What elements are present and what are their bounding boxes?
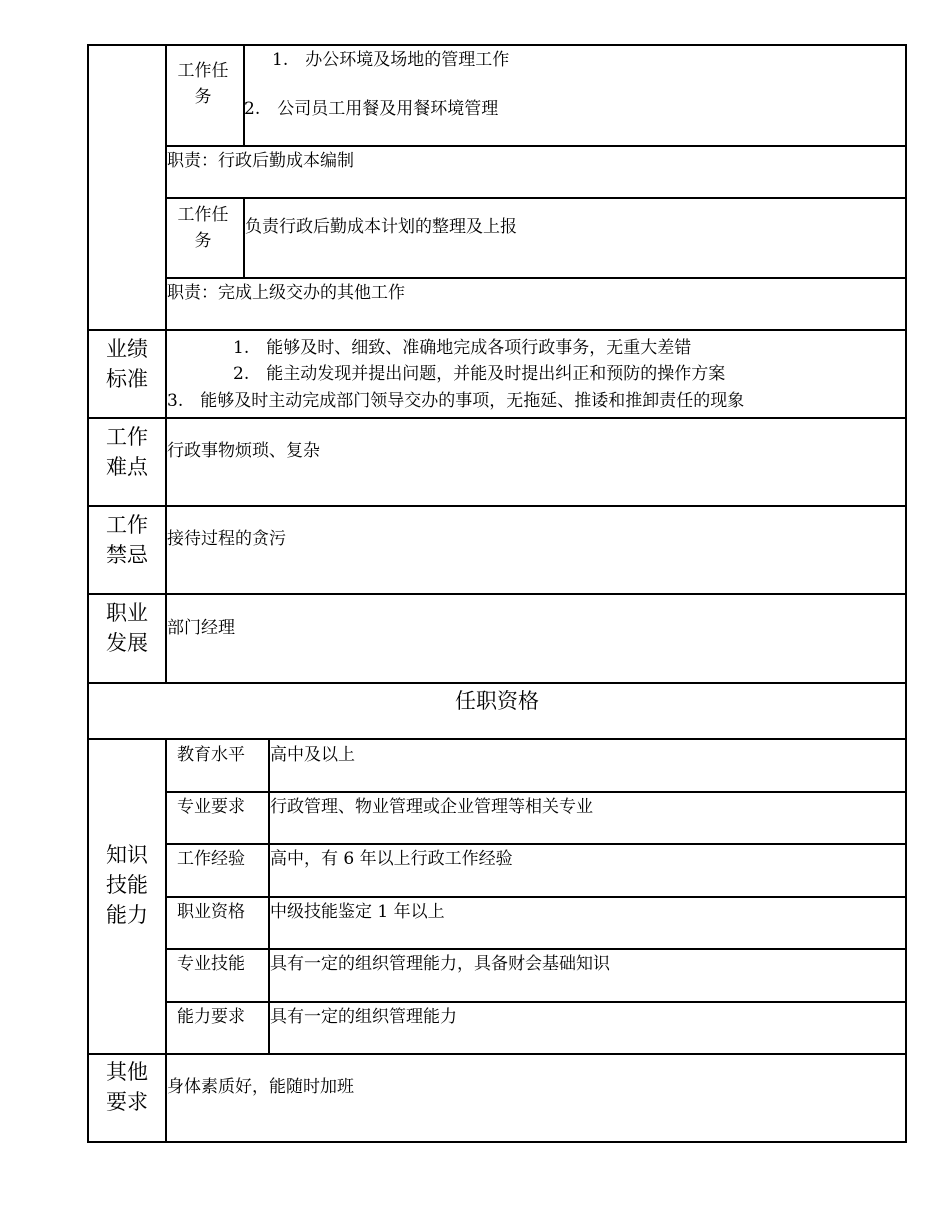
table-border-top bbox=[87, 44, 907, 46]
row-line bbox=[87, 738, 907, 740]
row-line bbox=[165, 791, 907, 793]
taboo-label: 工作 禁忌 bbox=[106, 513, 148, 567]
knowledge-key-education: 教育水平 bbox=[177, 745, 245, 765]
knowledge-value-ability: 具有一定的组织管理能力 bbox=[270, 1007, 457, 1027]
row-line bbox=[87, 593, 907, 595]
row-line bbox=[165, 1001, 907, 1003]
other-text: 身体素质好，能随时加班 bbox=[167, 1077, 354, 1097]
knowledge-key-skills: 专业技能 bbox=[177, 954, 245, 974]
performance-label: 业绩 标准 bbox=[106, 337, 148, 391]
row-line bbox=[165, 843, 907, 845]
taboo-text: 接待过程的贪污 bbox=[167, 529, 286, 549]
career-text: 部门经理 bbox=[167, 618, 235, 638]
label-col-divider-top bbox=[165, 44, 167, 683]
row-line bbox=[87, 1053, 907, 1055]
task1-item-2: 2. 公司员工用餐及用餐环境管理 bbox=[244, 99, 499, 119]
row-line bbox=[165, 896, 907, 898]
row-line bbox=[87, 682, 907, 684]
task1-item-1: 1. 办公环境及场地的管理工作 bbox=[272, 50, 510, 70]
row-line bbox=[165, 948, 907, 950]
row-line bbox=[165, 197, 907, 199]
row-line bbox=[87, 329, 907, 331]
knowledge-value-certification: 中级技能鉴定 1 年以上 bbox=[270, 902, 445, 922]
knowledge-key-certification: 职业资格 bbox=[177, 902, 245, 922]
other-label: 其他 要求 bbox=[106, 1060, 148, 1114]
career-label: 职业 发展 bbox=[106, 601, 148, 655]
difficulty-label: 工作 难点 bbox=[106, 425, 148, 479]
performance-item-3: 3. 能够及时主动完成部门领导交办的事项，无拖延、推诿和推卸责任的现象 bbox=[167, 391, 745, 411]
knowledge-key-ability: 能力要求 bbox=[177, 1007, 245, 1027]
task2-text: 负责行政后勤成本计划的整理及上报 bbox=[245, 217, 517, 237]
duty-row-3: 职责：完成上级交办的其他工作 bbox=[167, 283, 405, 303]
qualification-title: 任职资格 bbox=[455, 689, 539, 713]
task-col-divider bbox=[243, 44, 245, 146]
task2-label: 工作任 务 bbox=[177, 205, 229, 251]
knowledge-label: 知识 技能 能力 bbox=[106, 843, 148, 927]
knowledge-key-experience: 工作经验 bbox=[177, 849, 245, 869]
knowledge-key-major: 专业要求 bbox=[177, 797, 245, 817]
row-line bbox=[165, 277, 907, 279]
row-line bbox=[165, 145, 907, 147]
task1-label: 工作任 务 bbox=[177, 61, 229, 107]
performance-item-1: 1. 能够及时、细致、准确地完成各项行政事务，无重大差错 bbox=[233, 338, 692, 358]
knowledge-value-experience: 高中，有 6 年以上行政工作经验 bbox=[270, 849, 513, 869]
table-border-bottom bbox=[87, 1141, 907, 1143]
duty-row-2: 职责：行政后勤成本编制 bbox=[167, 151, 354, 171]
row-line bbox=[87, 505, 907, 507]
knowledge-value-skills: 具有一定的组织管理能力，具备财会基础知识 bbox=[270, 954, 610, 974]
knowledge-value-education: 高中及以上 bbox=[270, 745, 355, 765]
row-line bbox=[87, 417, 907, 419]
performance-item-2: 2. 能主动发现并提出问题，并能及时提出纠正和预防的操作方案 bbox=[233, 364, 726, 384]
difficulty-text: 行政事物烦琐、复杂 bbox=[167, 441, 320, 461]
knowledge-value-major: 行政管理、物业管理或企业管理等相关专业 bbox=[270, 797, 593, 817]
